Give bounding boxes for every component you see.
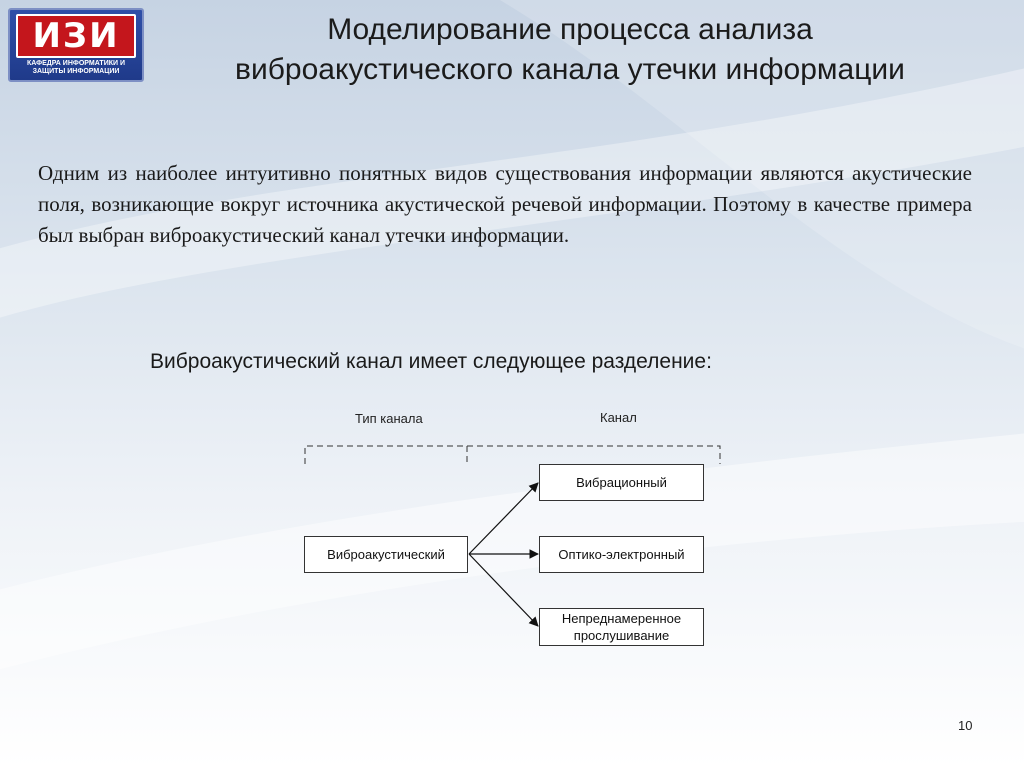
logo-mark: ИЗИ — [16, 14, 136, 58]
page-number: 10 — [958, 718, 973, 733]
header-channel: Канал — [600, 410, 637, 425]
node-vibration: Вибрационный — [539, 464, 704, 501]
logo-subtitle: КАФЕДРА ИНФОРМАТИКИ И ЗАЩИТЫ ИНФОРМАЦИИ — [26, 60, 126, 75]
node-optoelectronic: Оптико-электронный — [539, 536, 704, 573]
intro-paragraph: Одним из наиболее интуитивно понятных видов существования информации являются акустические поля, возникающие вокруг источника акустической речевой информации. Поэтому в качестве примера был выбран виброакустический канал утечки информации. — [38, 161, 972, 247]
title-line-2: виброакустического канала утечки информации — [235, 53, 905, 86]
header-channel-type: Тип канала — [355, 411, 423, 426]
header-brackets — [305, 446, 720, 464]
branch-arrows — [469, 483, 538, 626]
node-unintended-listening: Непреднамеренное прослушивание — [539, 608, 704, 646]
title-line-1: Моделирование процесса анализа — [327, 13, 813, 46]
node-root: Виброакустический — [304, 536, 468, 573]
diagram-caption: Виброакустический канал имеет следующее разделение: — [150, 350, 712, 373]
